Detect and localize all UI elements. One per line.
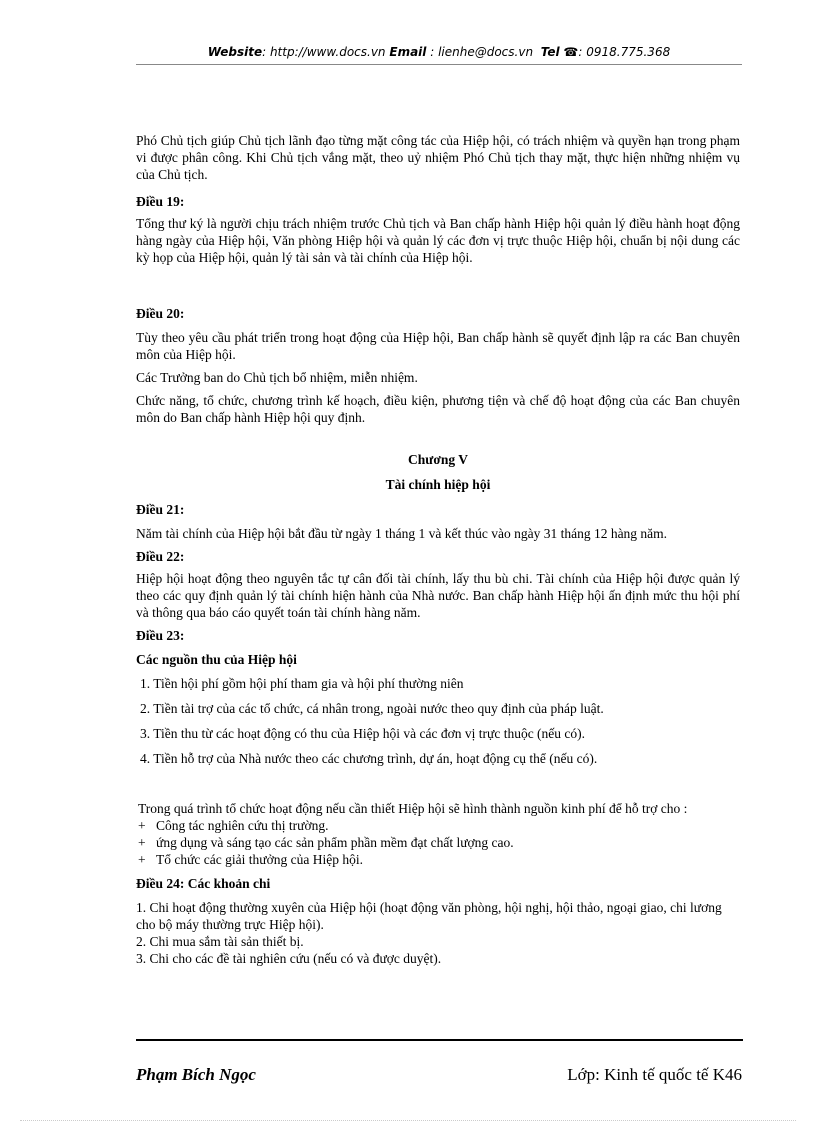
revenue-list [136,675,740,767]
list-item: + Công tác nghiên cứu thị trường. [138,818,329,833]
article-23-title: Điều 23: [136,628,185,643]
footer-divider [136,1039,743,1041]
list-item: 1. Chi hoạt động thường xuyên của Hiệp hội (hoạt động văn phòng, hội nghị, hội thảo, ngoại giao, chi lương cho bộ máy thường trực Hiệp hội). [136,900,722,932]
article-20-paragraph-1: Tùy theo yêu cầu phát triển trong hoạt động của Hiệp hội, Ban chấp hành sẽ quyết định lập ra các Ban chuyên môn của Hiệp hội. [136,330,740,362]
list-item: 2. Tiền tài trợ của các tổ chức, cá nhân trong, ngoài nước theo quy định của pháp luật. [140,701,604,716]
list-item: + Tổ chức các giải thưởng của Hiệp hội. [138,852,363,867]
article-22-title: Điều 22: [136,549,185,564]
article-19-text: Tổng thư ký là người chịu trách nhiệm trước Chủ tịch và Ban chấp hành Hiệp hội quản lý điều hành hoạt động hàng ngày của Hiệp hội, Văn phòng Hiệp hội và quản lý các đơn vị trực thuộc Hiệp hội, chuẩn bị nội dung các kỳ họp của Hiệp hội, quản lý tài sản và tài chính của Hiệp hội. [136,216,740,265]
tel-label: Tel [540,45,560,59]
page-header [136,45,742,59]
list-item: + ứng dụng và sáng tạo các sản phẩm phần mềm đạt chất lượng cao. [138,835,514,850]
phone-icon: ☎ [563,45,579,59]
article-20-paragraph-2: Các Trưởng ban do Chủ tịch bổ nhiệm, miễn nhiệm. [136,370,418,385]
list-item: 4. Tiền hỗ trợ của Nhà nước theo các chương trình, dự án, hoạt động cụ thể (nếu có). [140,751,598,766]
article-21-text: Năm tài chính của Hiệp hội bắt đầu từ ngày 1 tháng 1 và kết thúc vào ngày 31 tháng 12 hàng năm. [136,526,668,541]
article-21-title: Điều 21: [136,502,185,517]
list-item: 1. Tiền hội phí gồm hội phí tham gia và hội phí thường niên [140,676,464,691]
article-22-text: Hiệp hội hoạt động theo nguyên tắc tự cân đối tài chính, lấy thu bù chi. Tài chính của Hiệp hội được quản lý theo các quy định quản lý tài chính hiện hành của Nhà nước. Ban chấp hành Hiệp hội ấn định mức thu hội phí và thông qua báo cáo quyết toán tài chính hàng năm. [136,571,740,620]
email-label: Email [389,45,427,59]
header-divider [136,64,742,65]
support-intro: Trong quá trình tổ chức hoạt động nếu cần thiết Hiệp hội sẽ hình thành nguồn kinh phí để hỗ trợ cho : [138,801,688,816]
footer-class-info: Lớp: Kinh tế quốc tế K46 [567,1065,742,1084]
list-item: 2. Chi mua sắm tài sản thiết bị. [136,934,304,949]
tel-value: : 0918.775.368 [578,45,671,59]
page-bottom-border [20,1120,796,1121]
article-20-title: Điều 20: [136,306,185,321]
website-link[interactable]: : http://www.docs.vn [262,45,386,59]
intro-paragraph: Phó Chủ tịch giúp Chủ tịch lãnh đạo từng mặt công tác của Hiệp hội, có trách nhiệm và quyền hạn trong phạm vi được phân công. Khi Chủ tịch vắng mặt, theo uỷ nhiệm Phó Chủ tịch thay mặt, thực hiện những nhiệm vụ của Chủ tịch. [136,133,740,182]
email-link[interactable]: : lienhe@docs.vn [426,45,534,59]
article-19-title: Điều 19: [136,194,185,209]
article-20-paragraph-3: Chức năng, tổ chức, chương trình kế hoạch, điều kiện, phương tiện và chế độ hoạt động của các Ban chuyên môn do Ban chấp hành Hiệp hội quy định. [136,393,740,425]
document-body [136,132,740,967]
list-item: 3. Tiền thu từ các hoạt động có thu của Hiệp hội và các đơn vị trực thuộc (nếu có). [140,726,586,741]
chapter-title: Tài chính hiệp hội [385,477,491,492]
list-item: 3. Chi cho các đề tài nghiên cứu (nếu có và được duyệt). [136,951,442,966]
article-23-subtitle: Các nguồn thu của Hiệp hội [136,652,297,667]
support-list [136,817,740,868]
footer-author: Phạm Bích Ngọc [136,1065,256,1084]
article-24-title: Điều 24: Các khoản chi [136,876,271,891]
chapter-number: Chương V [408,452,468,467]
expense-list [136,899,740,967]
website-label: Website [207,45,263,59]
